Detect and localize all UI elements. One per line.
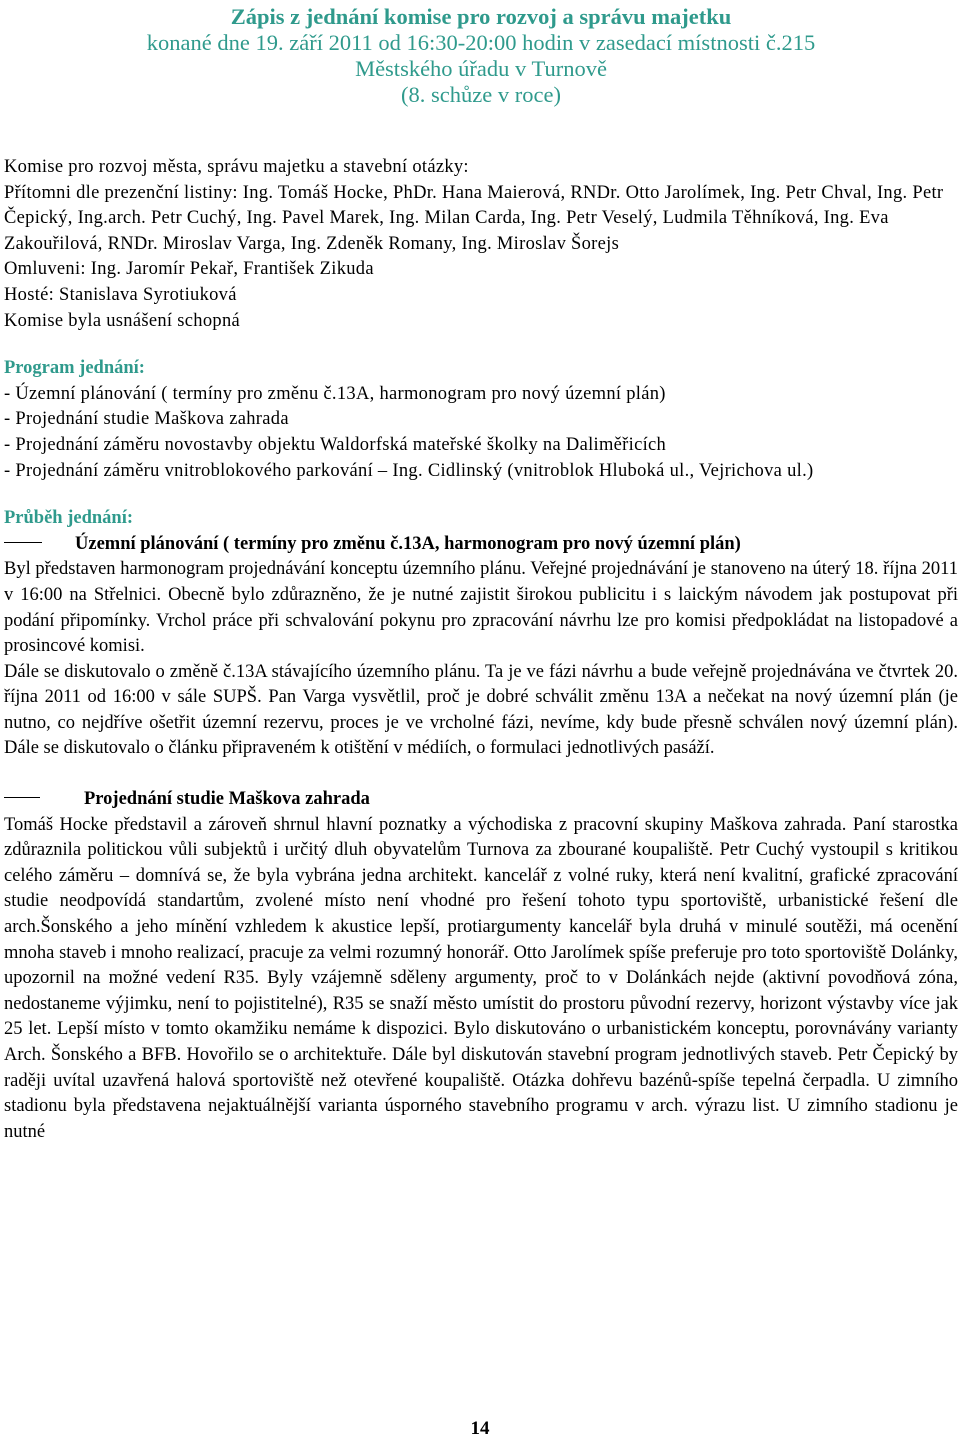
section-title: Projednání studie Maškova zahrada xyxy=(84,789,370,810)
quorum-line: Komise byla usnášení schopná xyxy=(4,310,241,331)
zoning-paragraph-2: Dále se diskutovalo o změně č.13A stávajícího územního plánu. Ta je ve fázi návrhu a bude veřejně projednávána ve čtvrtek 20. října 2011 od 16:00 v sále SUPŠ. Pan Varga vysvětlil, proč je dobré schválit změnu 13A a nečekat na nový územní plán (je nutno, co nejdříve ošetřit územní rezervu, proces je ve vrcholné fázi, nevíme, kdy bude přesně schválen nový územní plán). Dále se diskutovalo o článku připraveném k otištění v médiích, o formulaci jednotlivých pasáží. xyxy=(4,661,958,759)
meeting-date-line: konané dne 19. září 2011 od 16:30-20:00 hodin v zasedací místnosti č.215 xyxy=(146,30,816,55)
document-title: Zápis z jednání komise pro rozvoj a správu majetku xyxy=(230,4,732,29)
document-body xyxy=(4,108,958,1145)
dash-bullet xyxy=(4,797,40,798)
meeting-session-line: (8. schůze v roce) xyxy=(401,82,561,107)
program-item: - Projednání záměru novostavby objektu Waldorfská mateřské školky na Daliměřicích xyxy=(4,434,667,455)
dash-bullet xyxy=(4,542,42,543)
committee-line: Komise pro rozvoj města, správu majetku a stavební otázky: xyxy=(4,157,469,177)
program-item: - Územní plánování ( termíny pro změnu č.13A, harmonogram pro nový územní plán) xyxy=(4,383,666,404)
program-item: - Projednání záměru vnitroblokového parkování – Ing. Cidlinský (vnitroblok Hluboká ul., Vejrichova ul.) xyxy=(4,460,814,481)
section-title: Územní plánování ( termíny pro změnu č.13A, harmonogram pro nový územní plán) xyxy=(75,533,741,554)
proceedings-heading: Průběh jednání: xyxy=(4,508,134,529)
document-page xyxy=(4,0,958,1145)
section-heading-zoning xyxy=(4,532,958,558)
program-heading: Program jednání: xyxy=(4,358,145,379)
present-list: Přítomni dle prezenční listiny: Ing. Tomáš Hocke, PhDr. Hana Maierová, RNDr. Otto Jarolímek, Ing. Petr Chval, Ing. Petr Čepický, Ing.arch. Petr Cuchý, Ing. Pavel Marek, Ing. Milan Carda, Ing. Petr Veselý, Ludmila Těhníková, Ing. Eva Zakouřilová, RNDr. Miroslav Varga, Ing. Zdeněk Romany, Ing. Miroslav Šorejs xyxy=(4,182,944,254)
maskova-paragraph: Tomáš Hocke představil a zároveň shrnul hlavní poznatky a východiska z pracovní skupiny Maškova zahrada. Paní starostka zdůraznila politickou vůli subjektů i určitý dluh obyvatelům Turnova za zbourané koupaliště. Petr Cuchý vystoupil s kritikou celého záměru – domnívá se, že byla vybrána jedna architekt. kancelář z volné ruky, která není kvalitní, grafické zpracování studie neodpovídá standartům, zvolené místo není vhodné pro řešení tohoto typu sportoviště, urbanistické řešení dle arch.Šonského a jeho mínění vzhledem k akustice lepší, protiargumenty kancelář byla druhá v minulé soutěži, má ocenění mnoha staveb i mnoho realizací, pracuje za velmi rozumný honorář. Otto Jarolímek spíše preferuje pro toto sportoviště Dolánky, upozornil na možné vedení R35. Byly vzájemně sděleny argumenty, proč to v Dolánkách nejde (aktivní povodňová zóna, nedostaneme výjimku, není to pojistitelné), R35 se snaží město umístit do prostoru původní rezervy, horizont výstavby více jak 25 let. Lepší místo v tomto okamžiku nemáme k dispozici. Bylo diskutováno o urbanistickém konceptu, porovnávány varianty Arch. Šonského a BFB. Hovořilo se o architektuře. Dále byl diskutován stavební program jednotlivých staveb. Petr Čepický by raději uvítal uzavřená halová sportoviště než otevřené koupaliště. Otázka dohřevu bazénů-spíše tepelná čerpadla. U zimního stadionu byla představena nejaktuálnější varianta úsporného stavebního programu v arch. výrazu list. U zimního stadionu je nutné xyxy=(4,814,958,1142)
guests-list: Hosté: Stanislava Syrotiuková xyxy=(4,284,237,305)
meeting-venue-line: Městského úřadu v Turnově xyxy=(355,56,607,81)
program-item: - Projednání studie Maškova zahrada xyxy=(4,409,289,430)
page-number: 14 xyxy=(470,1418,490,1439)
zoning-paragraph-1: Byl představen harmonogram projednávání konceptu územního plánu. Veřejné projednávání je stanoveno na úterý 18. října 2011 v 16:00 na Střelnici. Obecně bylo zdůrazněno, že je nutné zajistit širokou publicitu i s laickým návodem jak postupovat při podání připomínky. Vrchol práce při schvalování pokynu pro zpracování návrhu lze pro komisi předpokládat na listopadové a prosincové komisi. xyxy=(4,559,958,657)
section-heading-maskova xyxy=(4,787,958,813)
document-header xyxy=(4,4,958,108)
excused-list: Omluveni: Ing. Jaromír Pekař, František Zikuda xyxy=(4,259,374,280)
